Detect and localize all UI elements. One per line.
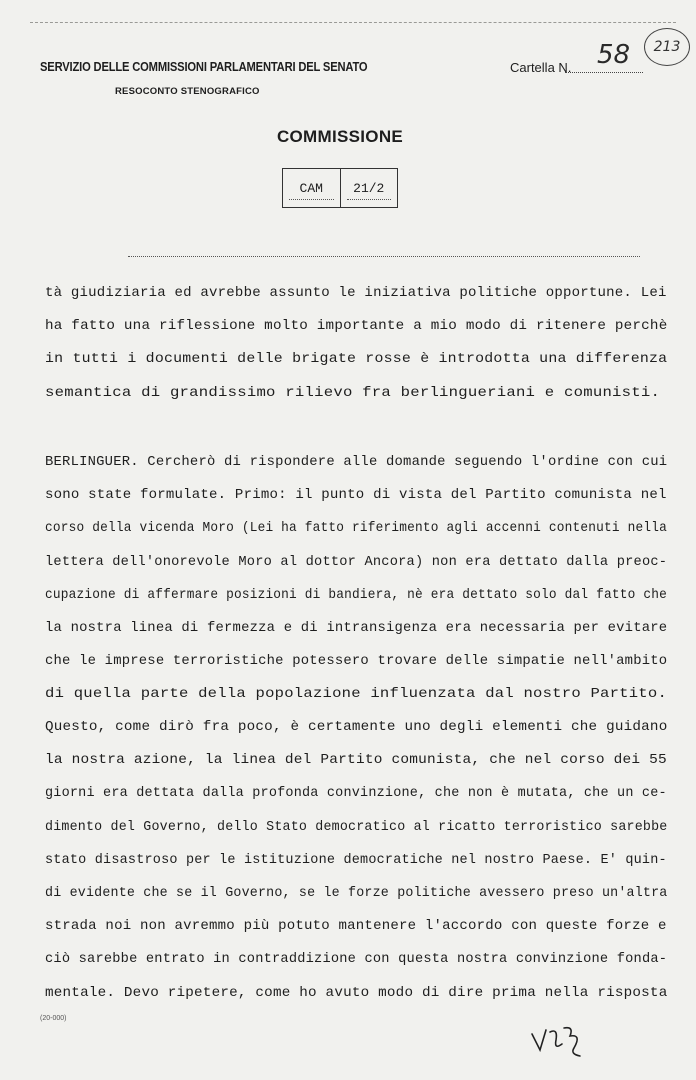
page-stamp: 213 — [644, 28, 690, 66]
transcript-line: ha fatto una riflessione molto importante a mio modo di ritenere perchè — [45, 319, 668, 335]
transcript-line: tà giudiziaria ed avrebbe assunto le iniziativa politiche opportune. Lei — [45, 286, 667, 301]
folder-number-line — [565, 72, 643, 73]
transcript-line: strada noi non avremmo più potuto mantenere l'accordo con queste forze e — [45, 919, 667, 935]
transcript-line: in tutti i documenti delle brigate rosse è introdotta una differenza — [45, 352, 668, 368]
handwritten-initials-icon — [530, 1020, 590, 1060]
transcript-line: stato disastroso per le istituzione democratiche nel nostro Paese. E' quin- — [45, 852, 667, 868]
folder-label: Cartella N. — [510, 60, 572, 75]
transcript-line: cupazione di affermare posizioni di bandiera, nè era dettato solo dal fatto che — [45, 587, 667, 603]
transcript-line: Questo, come dirò fra poco, è certamente uno degli elementi che guidano — [45, 720, 668, 735]
transcript-line: BERLINGUER. Cercherò di rispondere alle domande seguendo l'ordine con cui — [45, 455, 668, 470]
transcript-line: semantica di grandissimo rilievo fra berlingueriani e comunisti. — [45, 385, 661, 401]
reference-code-box — [282, 168, 398, 208]
office-heading: SERVIZIO DELLE COMMISSIONI PARLAMENTARI DEL SENATO — [40, 59, 368, 74]
transcript-line: ciò sarebbe entrato in contraddizione con questa nostra convinzione fonda- — [45, 952, 668, 968]
code-right: 21/2 — [340, 169, 398, 207]
transcript-line: che le imprese terroristiche potessero trovare delle simpatie nell'ambito — [45, 654, 668, 670]
transcript-line: mentale. Devo ripetere, come ho avuto modo di dire prima nella risposta — [45, 985, 668, 1001]
code-left: CAM — [283, 169, 340, 207]
transcript-line: la nostra azione, la linea del Partito comunista, che nel corso dei 55 — [45, 753, 667, 769]
page-title: COMMISSIONE — [276, 127, 404, 146]
transcript-line: lettera dell'onorevole Moro al dottor Ancora) non era dettato dalla preoc- — [45, 554, 668, 570]
transcript-line: la nostra linea di fermezza e di intransigenza era necessaria per evitare — [45, 621, 668, 636]
transcript-line: corso della vicenda Moro (Lei ha fatto riferimento agli accenni contenuti nella — [45, 521, 667, 537]
transcript-line: dimento del Governo, dello Stato democratico al ricatto terroristico sarebbe — [45, 819, 668, 835]
transcript-line: di evidente che se il Governo, se le forze politiche avessero preso un'altra — [45, 886, 668, 901]
folder-number: 58 — [597, 40, 631, 70]
header-divider — [128, 256, 640, 257]
transcript-subtitle: RESOCONTO STENOGRAFICO — [115, 86, 260, 97]
transcript-line: giorni era dettata dalla profonda convinzione, che non è mutata, che un ce- — [45, 786, 667, 802]
transcript-line: di quella parte della popolazione influenzata dal nostro Partito. — [45, 687, 668, 703]
transcript-line: sono state formulate. Primo: il punto di vista del Partito comunista nel — [45, 488, 667, 504]
top-rule — [30, 22, 676, 23]
footer-code: (20-000) — [40, 1015, 67, 1022]
